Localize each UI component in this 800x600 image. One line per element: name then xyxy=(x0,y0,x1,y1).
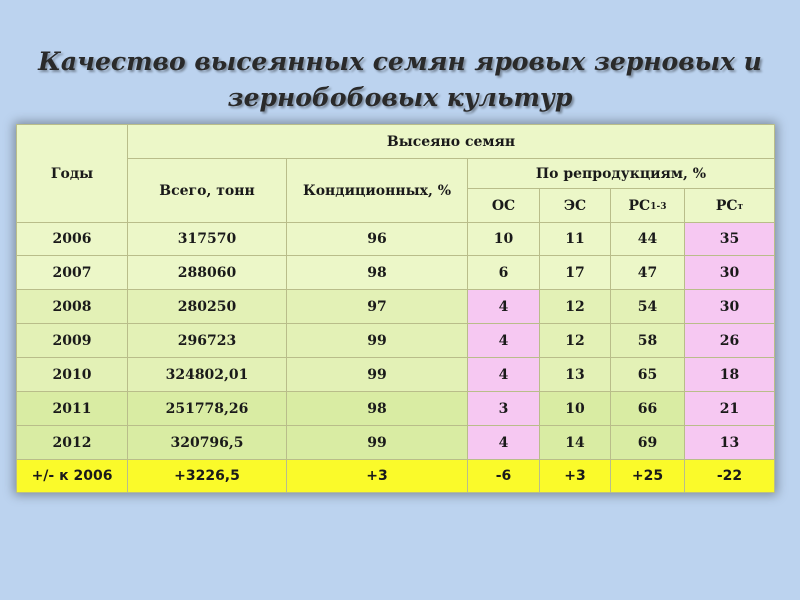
cell-year: 2012 xyxy=(17,426,128,460)
table-row xyxy=(17,358,775,392)
cell-os: 4 xyxy=(468,358,540,392)
cell-es: 14 xyxy=(540,426,611,460)
header-os: ОС xyxy=(468,189,540,223)
header-years: Годы xyxy=(17,125,128,223)
cell-rst: 30 xyxy=(685,256,775,290)
cell-year: 2009 xyxy=(17,324,128,358)
header-rst-main: РС xyxy=(715,197,738,214)
cell-os: 3 xyxy=(468,392,540,426)
cell-year: 2008 xyxy=(17,290,128,324)
cell-rs13: 65 xyxy=(611,358,685,392)
cell-es: 11 xyxy=(540,223,611,256)
cell-total: 296723 xyxy=(128,324,287,358)
cell-cond: 99 xyxy=(287,324,468,358)
cell-year: 2007 xyxy=(17,256,128,290)
header-total-tons: Всего, тонн xyxy=(128,159,287,223)
cell-year: 2006 xyxy=(17,223,128,256)
cell-cond: 99 xyxy=(287,358,468,392)
table-row xyxy=(17,256,775,290)
cell-cond: 97 xyxy=(287,290,468,324)
title-line-2: зернобобовых культур xyxy=(227,83,573,112)
total-row xyxy=(17,460,775,493)
cell-rst: 30 xyxy=(685,290,775,324)
cell-os: 4 xyxy=(468,426,540,460)
cell-os: 10 xyxy=(468,223,540,256)
header-rst xyxy=(685,189,775,223)
cell-rs13: 58 xyxy=(611,324,685,358)
cell-year: 2010 xyxy=(17,358,128,392)
cell-rs13: 47 xyxy=(611,256,685,290)
cell-total: 280250 xyxy=(128,290,287,324)
cell-cond: 98 xyxy=(287,256,468,290)
header-by-reproduction: По репродукциям, % xyxy=(468,159,775,189)
table-row xyxy=(17,324,775,358)
header-rst-sub: т xyxy=(737,201,744,212)
cell-os: -6 xyxy=(468,460,540,493)
cell-cond: 96 xyxy=(287,223,468,256)
cell-total: 317570 xyxy=(128,223,287,256)
cell-rst: -22 xyxy=(685,460,775,493)
cell-es: 12 xyxy=(540,290,611,324)
cell-os: 6 xyxy=(468,256,540,290)
cell-os: 4 xyxy=(468,290,540,324)
cell-cond: 99 xyxy=(287,426,468,460)
header-rs13-main: РС xyxy=(628,197,651,214)
header-sown: Высеяно семян xyxy=(128,125,775,159)
cell-rs13: 69 xyxy=(611,426,685,460)
header-rs13-sub: 1-3 xyxy=(650,201,667,212)
table-row xyxy=(17,392,775,426)
cell-year: +/- к 2006 xyxy=(17,460,128,493)
cell-total: 251778,26 xyxy=(128,392,287,426)
table-row xyxy=(17,223,775,256)
cell-es: 17 xyxy=(540,256,611,290)
cell-rs13: 54 xyxy=(611,290,685,324)
cell-total: 320796,5 xyxy=(128,426,287,460)
header-conditional: Кондиционных, % xyxy=(287,159,468,223)
cell-rst: 35 xyxy=(685,223,775,256)
cell-rs13: 66 xyxy=(611,392,685,426)
seed-quality-table xyxy=(16,124,775,493)
cell-rs13: +25 xyxy=(611,460,685,493)
cell-es: 12 xyxy=(540,324,611,358)
cell-os: 4 xyxy=(468,324,540,358)
cell-cond: 98 xyxy=(287,392,468,426)
cell-rs13: 44 xyxy=(611,223,685,256)
title-line-1: Качество высеянных семян яровых зерновых и xyxy=(38,47,762,76)
cell-es: 10 xyxy=(540,392,611,426)
cell-es: +3 xyxy=(540,460,611,493)
header-rs13 xyxy=(611,189,685,223)
cell-rst: 13 xyxy=(685,426,775,460)
cell-rst: 18 xyxy=(685,358,775,392)
cell-cond: +3 xyxy=(287,460,468,493)
cell-es: 13 xyxy=(540,358,611,392)
table-row xyxy=(17,290,775,324)
cell-rst: 26 xyxy=(685,324,775,358)
cell-total: +3226,5 xyxy=(128,460,287,493)
page-title xyxy=(0,44,800,116)
table-row xyxy=(17,426,775,460)
cell-total: 324802,01 xyxy=(128,358,287,392)
cell-year: 2011 xyxy=(17,392,128,426)
header-es: ЭС xyxy=(540,189,611,223)
cell-rst: 21 xyxy=(685,392,775,426)
cell-total: 288060 xyxy=(128,256,287,290)
